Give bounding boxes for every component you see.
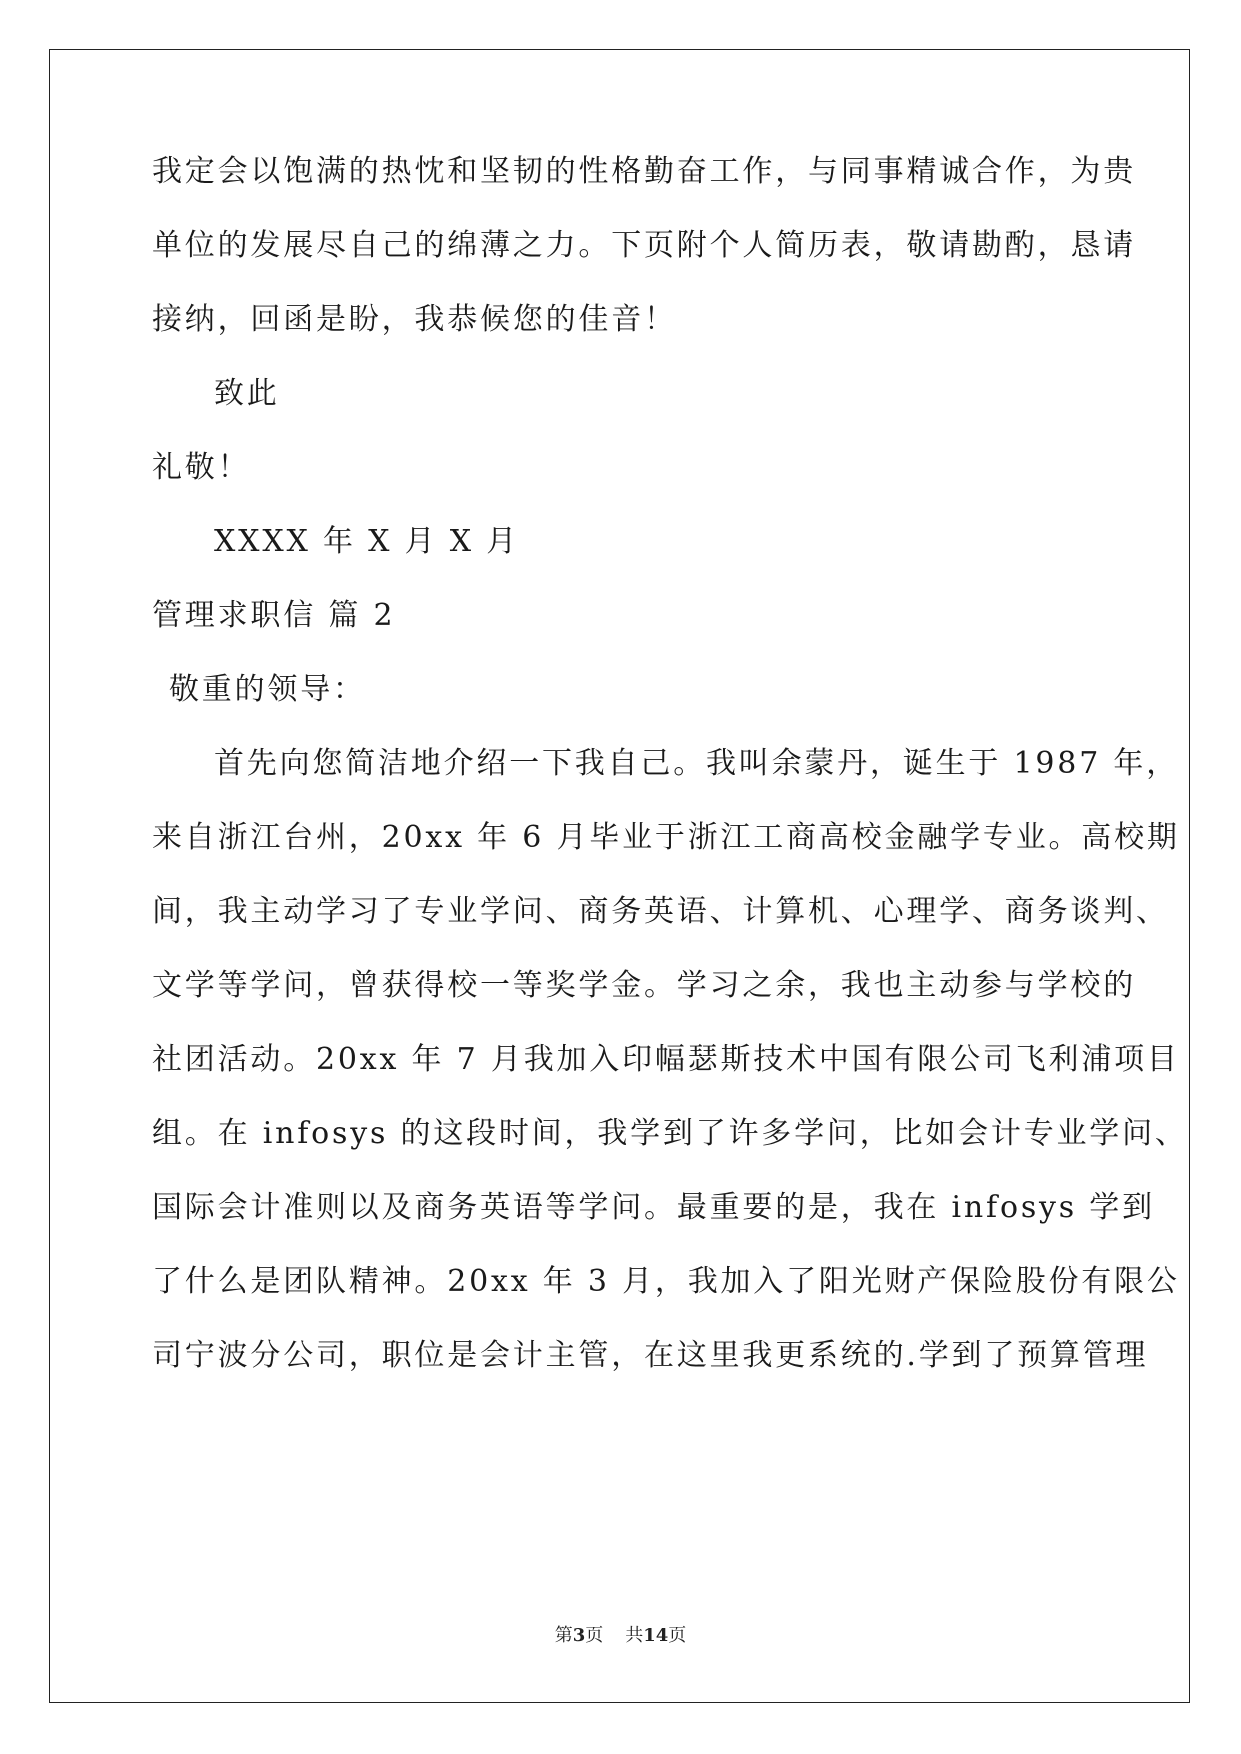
page-prefix: 第 — [554, 1625, 573, 1646]
closing-phrase: 致此 — [214, 376, 280, 411]
body-line: 间，我主动学习了专业学问、商务英语、计算机、心理学、商务谈判、 — [152, 894, 1169, 929]
body-line: 司宁波分公司，职位是会计主管，在这里我更系统的.学到了预算管理 — [152, 1338, 1149, 1373]
body-line: 国际会计准则以及商务英语等学问。最重要的是，我在 infosys 学到 — [152, 1190, 1155, 1225]
page-unit: 页 — [585, 1625, 604, 1646]
page-total: 14 — [643, 1625, 669, 1646]
body-line: 社团活动。20xx 年 7 月我加入印幅瑟斯技术中国有限公司飞利浦项目 — [152, 1042, 1180, 1077]
salutation-close: 礼敬！ — [152, 450, 251, 485]
total-prefix: 共 — [625, 1625, 644, 1646]
date-line: XXXX 年 X 月 X 月 — [214, 524, 520, 559]
total-unit: 页 — [668, 1625, 687, 1646]
page-current: 3 — [572, 1625, 586, 1646]
body-line: 我定会以饱满的热忱和坚韧的性格勤奋工作，与同事精诚合作，为贵 — [152, 154, 1136, 189]
greeting: 敬重的领导： — [169, 672, 366, 707]
page-border — [49, 49, 1190, 1703]
page-footer — [0, 1624, 1241, 1648]
body-line: 文学等学问，曾获得校一等奖学金。学习之余，我也主动参与学校的 — [152, 968, 1136, 1003]
body-line: 组。在 infosys 的这段时间，我学到了许多学问，比如会计专业学问、 — [152, 1116, 1188, 1151]
body-line: 接纳，回函是盼，我恭候您的佳音！ — [152, 302, 677, 337]
body-line: 来自浙江台州，20xx 年 6 月毕业于浙江工商高校金融学专业。高校期 — [152, 820, 1180, 855]
body-line: 首先向您简洁地介绍一下我自己。我叫余蒙丹，诞生于 1987 年， — [214, 746, 1180, 781]
body-line: 了什么是团队精神。20xx 年 3 月，我加入了阳光财产保险股份有限公 — [152, 1264, 1180, 1299]
body-line: 单位的发展尽自己的绵薄之力。下页附个人简历表，敬请勘酌，恳请 — [152, 228, 1136, 263]
section-heading: 管理求职信 篇 2 — [152, 598, 396, 633]
